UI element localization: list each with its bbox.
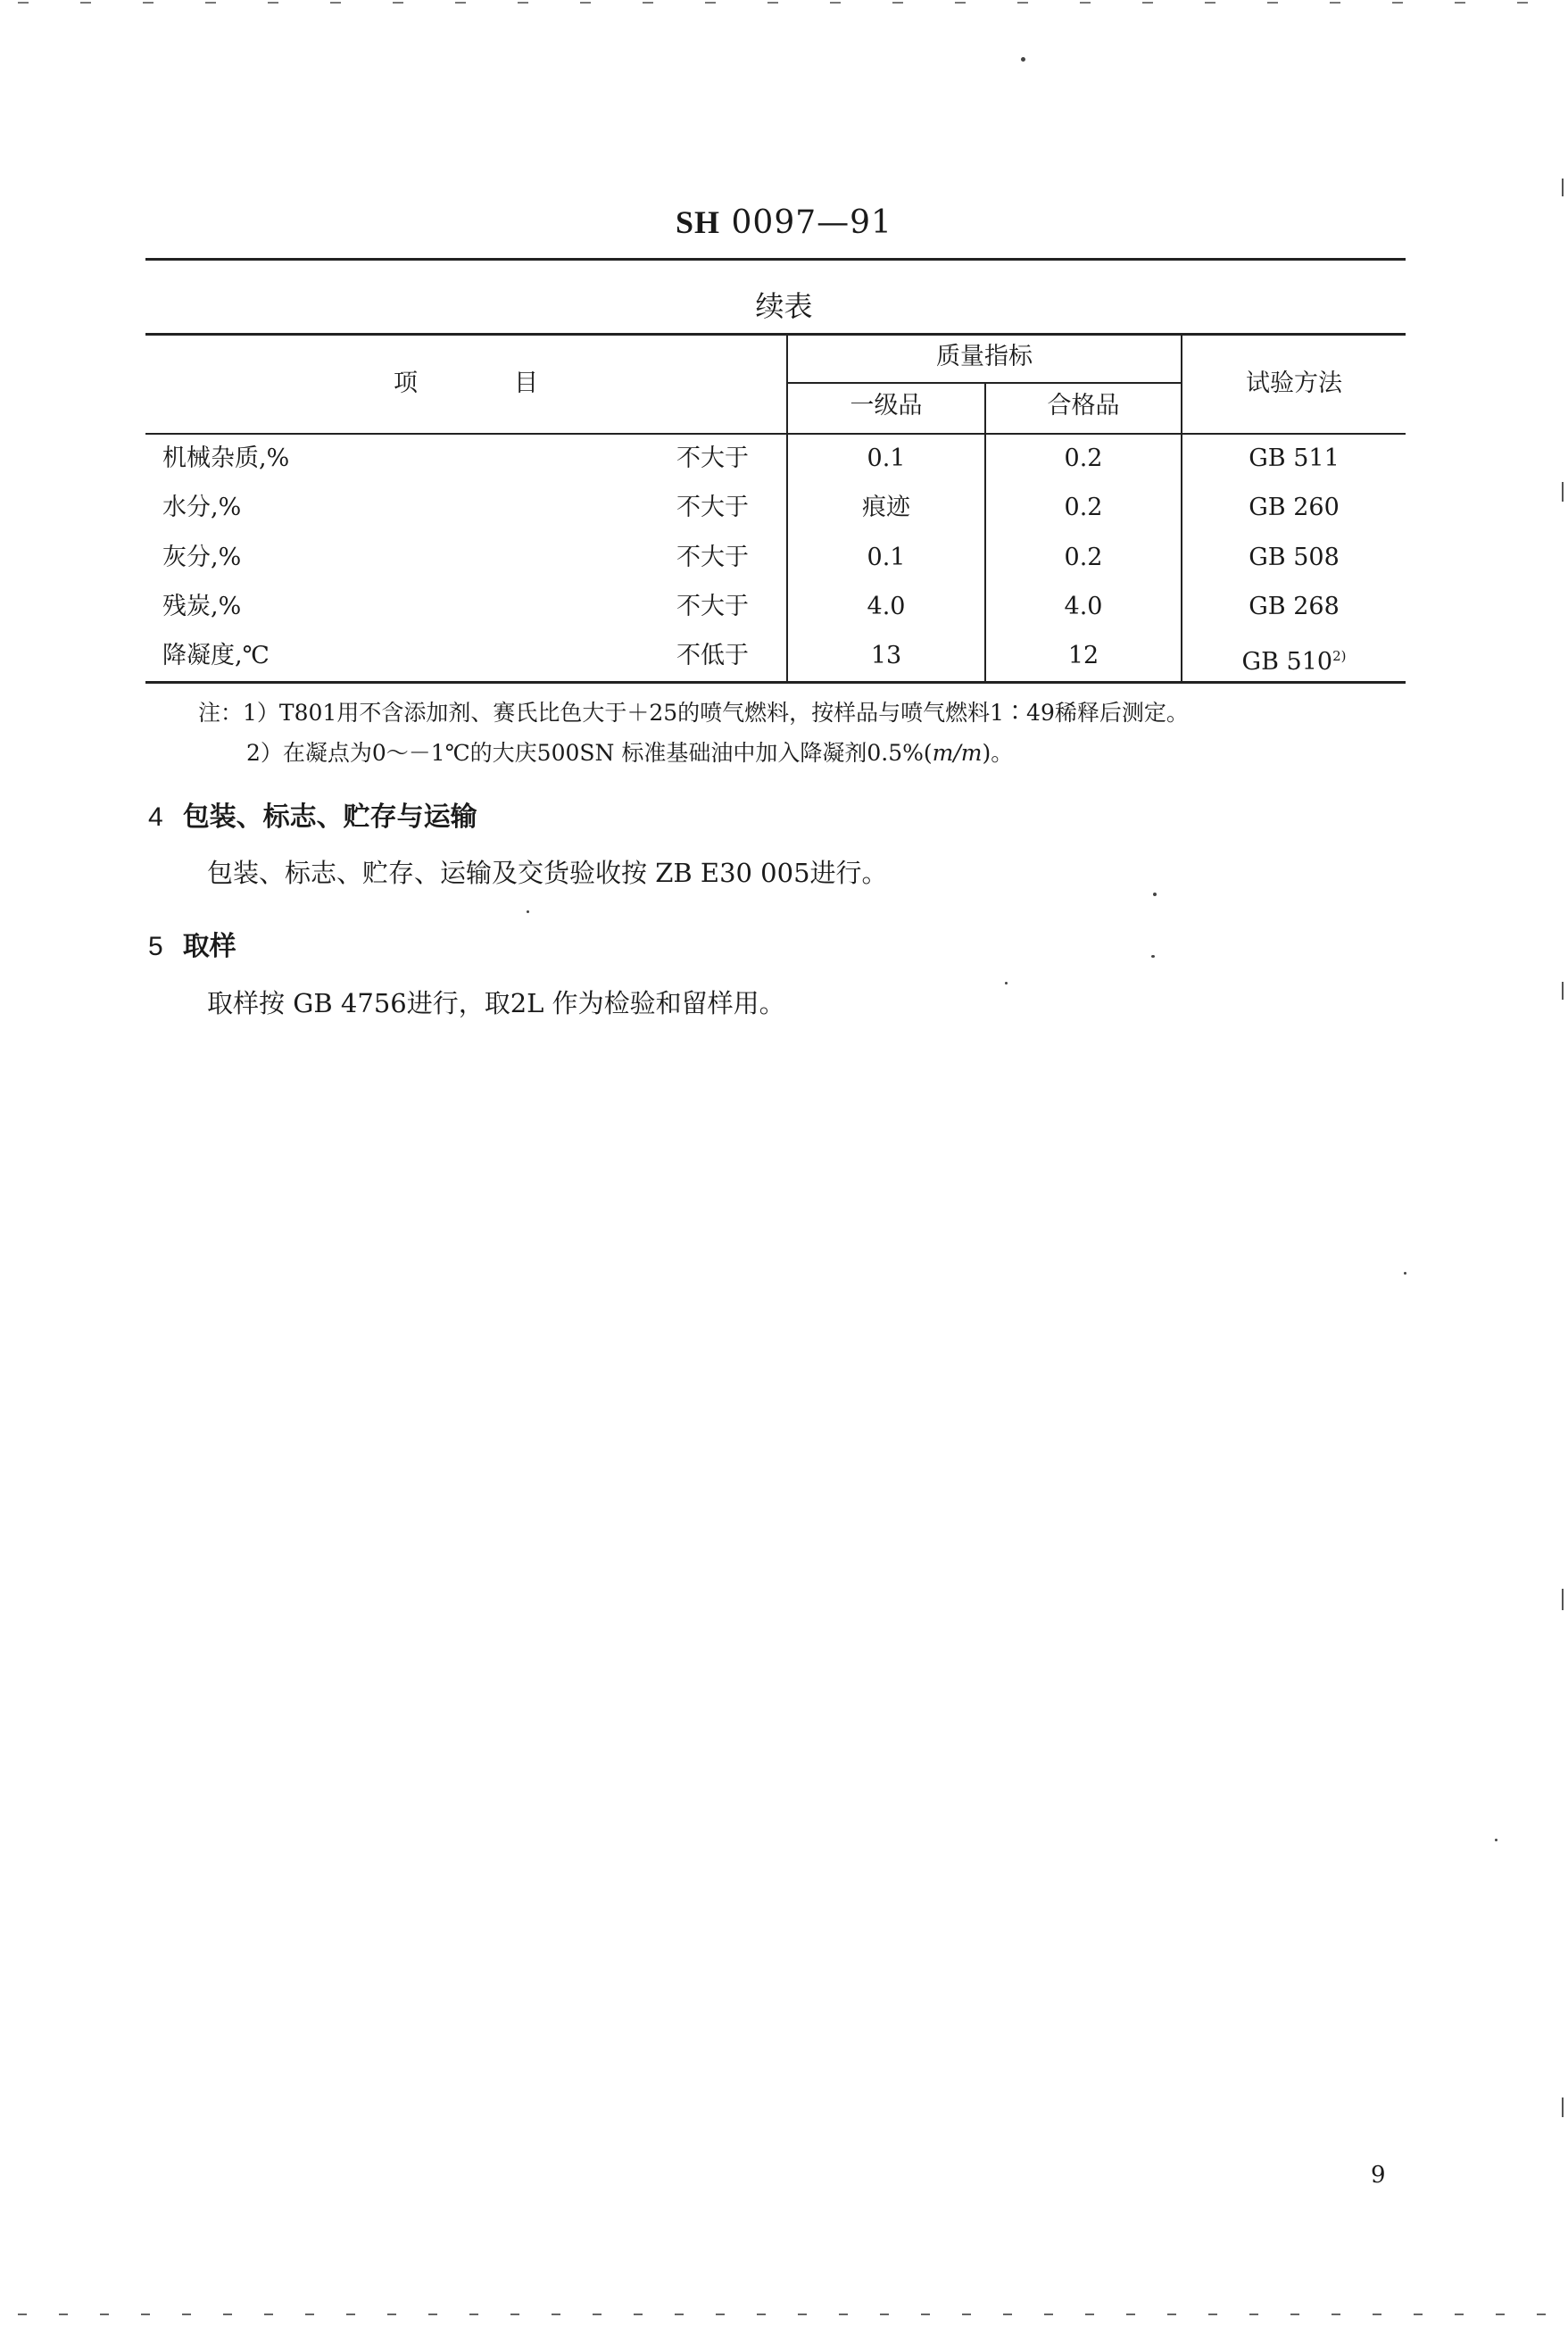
header-grade1: 一级品 — [850, 392, 923, 420]
row-grade1: 0.1 — [867, 444, 906, 472]
row-limit: 不大于 — [676, 494, 749, 521]
scan-edge-mark — [1562, 179, 1564, 196]
method-text: GB 510 — [1241, 648, 1333, 676]
row-method: GB 508 — [1249, 544, 1340, 571]
row-grade1: 13 — [870, 642, 902, 669]
row-method — [1182, 641, 1406, 677]
row-grade2: 0.2 — [1064, 444, 1103, 472]
row-item: 降凝度,℃ — [162, 642, 270, 669]
table-caption: 续表 — [755, 289, 813, 323]
header-quality: 质量指标 — [936, 343, 1033, 370]
row-method: GB 511 — [1249, 444, 1340, 472]
section-5-heading — [148, 924, 236, 963]
standard-code: SH — [676, 204, 721, 240]
scan-speck — [1495, 1839, 1497, 1841]
col-rule-2 — [984, 383, 986, 682]
row-method: GB 268 — [1249, 593, 1340, 620]
scan-speck — [1151, 955, 1155, 958]
row-grade2: 12 — [1067, 642, 1099, 669]
section-4-heading — [148, 794, 477, 834]
header-method: 试验方法 — [1246, 370, 1342, 397]
header-item: 项 目 — [394, 370, 538, 397]
note-prefix: 注： — [198, 700, 244, 726]
table-note-2 — [246, 735, 1013, 768]
table-bottom-rule — [145, 681, 1406, 684]
row-limit: 不大于 — [676, 444, 749, 472]
scan-edge-mark — [1562, 1589, 1564, 1610]
table-note-1 — [198, 695, 1189, 727]
scan-edge-mark — [1562, 2098, 1564, 2117]
method-footnote-ref: 2) — [1332, 648, 1347, 664]
header-grade2: 合格品 — [1047, 392, 1120, 420]
row-limit: 不大于 — [676, 544, 749, 571]
row-method: GB 260 — [1249, 494, 1340, 521]
table-top-rule — [145, 333, 1406, 336]
note-text-end: )。 — [982, 740, 1014, 766]
row-grade2: 4.0 — [1064, 593, 1103, 620]
row-limit: 不大于 — [676, 593, 749, 620]
row-item: 残炭,% — [162, 593, 242, 620]
note-italic: m/m — [932, 740, 983, 766]
scan-edge-mark — [1562, 482, 1564, 502]
row-grade1: 4.0 — [867, 593, 906, 620]
scan-speck — [1005, 982, 1008, 984]
row-item: 机械杂质,% — [162, 444, 290, 472]
note-text: 1）T801用不含添加剂、赛氏比色大于＋25的喷气燃料，按样品与喷气燃料1∶49稀释后测定。 — [243, 700, 1189, 726]
section-5-body: 取样按 GB 4756进行，取2L 作为检验和留样用。 — [207, 988, 785, 1018]
row-grade2: 0.2 — [1064, 494, 1103, 521]
note-text: 2）在凝点为0～－1℃的大庆500SN 标准基础油中加入降凝剂0.5%( — [246, 740, 933, 766]
scan-speck — [1021, 57, 1025, 62]
scan-speck — [527, 910, 529, 913]
scan-speck — [1404, 1272, 1406, 1275]
scan-edge-mark — [1562, 982, 1564, 1000]
section-number: 4 — [148, 802, 163, 832]
section-title: 取样 — [182, 931, 236, 962]
row-item: 水分,% — [162, 494, 242, 521]
scan-speck — [1153, 893, 1157, 896]
section-number: 5 — [148, 932, 163, 961]
section-4-body: 包装、标志、贮存、运输及交货验收按 ZB E30 005进行。 — [207, 858, 888, 888]
row-item: 灰分,% — [162, 544, 242, 571]
row-grade1: 痕迹 — [862, 494, 910, 521]
page-number: 9 — [1371, 2162, 1386, 2189]
scan-top-dashes — [18, 2, 1553, 4]
standard-number: 0097—91 — [731, 204, 892, 241]
row-grade2: 0.2 — [1064, 544, 1103, 571]
section-title: 包装、标志、贮存与运输 — [182, 802, 477, 833]
row-limit: 不低于 — [676, 642, 749, 669]
row-grade1: 0.1 — [867, 544, 906, 571]
scan-bottom-dashes — [18, 2314, 1553, 2315]
header-bottom-rule — [145, 433, 1406, 435]
